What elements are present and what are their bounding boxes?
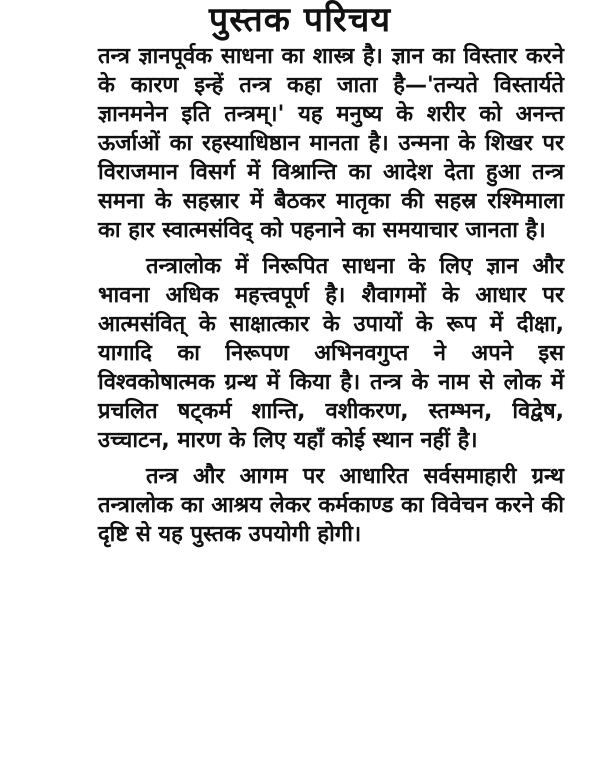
paragraph-1: तन्त्र ज्ञानपूर्वक साधना का शास्त्र है। ज्ञान का विस्तार करने के कारण इन्हें तन्त्र कहा जाता है—'तन्यते विस्तार्यते ज्ञानमनेन इति तन्त्रम्।' यह मनुष्य के शरीर को अनन्त ऊर्जाओं का रहस्याधिष्ठान मानता है। उन्मना के शिखर पर विराजमान विसर्ग में विश्रान्ति का आदेश देता हुआ तन्त्र समना के सहस्रार में बैठकर मातृका की सहस्र रश्मिमाला का हार स्वात्मसंविद् को पहनाने का समयाचार जानता है। <box>98 44 564 243</box>
document-body <box>98 42 564 549</box>
paragraph-2: तन्त्रालोक में निरूपित साधना के लिए ज्ञान और भावना अधिक महत्त्वपूर्ण है। शैवागमों के आधार पर आत्मसंवित् के साक्षात्कार के उपायों के रूप में दीक्षा, यागादि का निरूपण अभिनवगुप्त ने अपने इस विश्वकोषात्मक ग्रन्थ में किया है। तन्त्र के नाम से लोक में प्रचलित षट्कर्म शान्ति, वशीकरण, स्तम्भन, विद्वेष, उच्चाटन, मारण के लिए यहाँ कोई स्थान नहीं है। <box>98 254 564 453</box>
paragraph-3: तन्त्र और आगम पर आधारित सर्वसमाहारी ग्रन्थ तन्त्रालोक का आश्रय लेकर कर्मकाण्ड का विवेचन करने की दृष्टि से यह पुस्तक उपयोगी होगी। <box>98 464 564 547</box>
page-title: पुस्तक परिचय <box>208 0 392 40</box>
